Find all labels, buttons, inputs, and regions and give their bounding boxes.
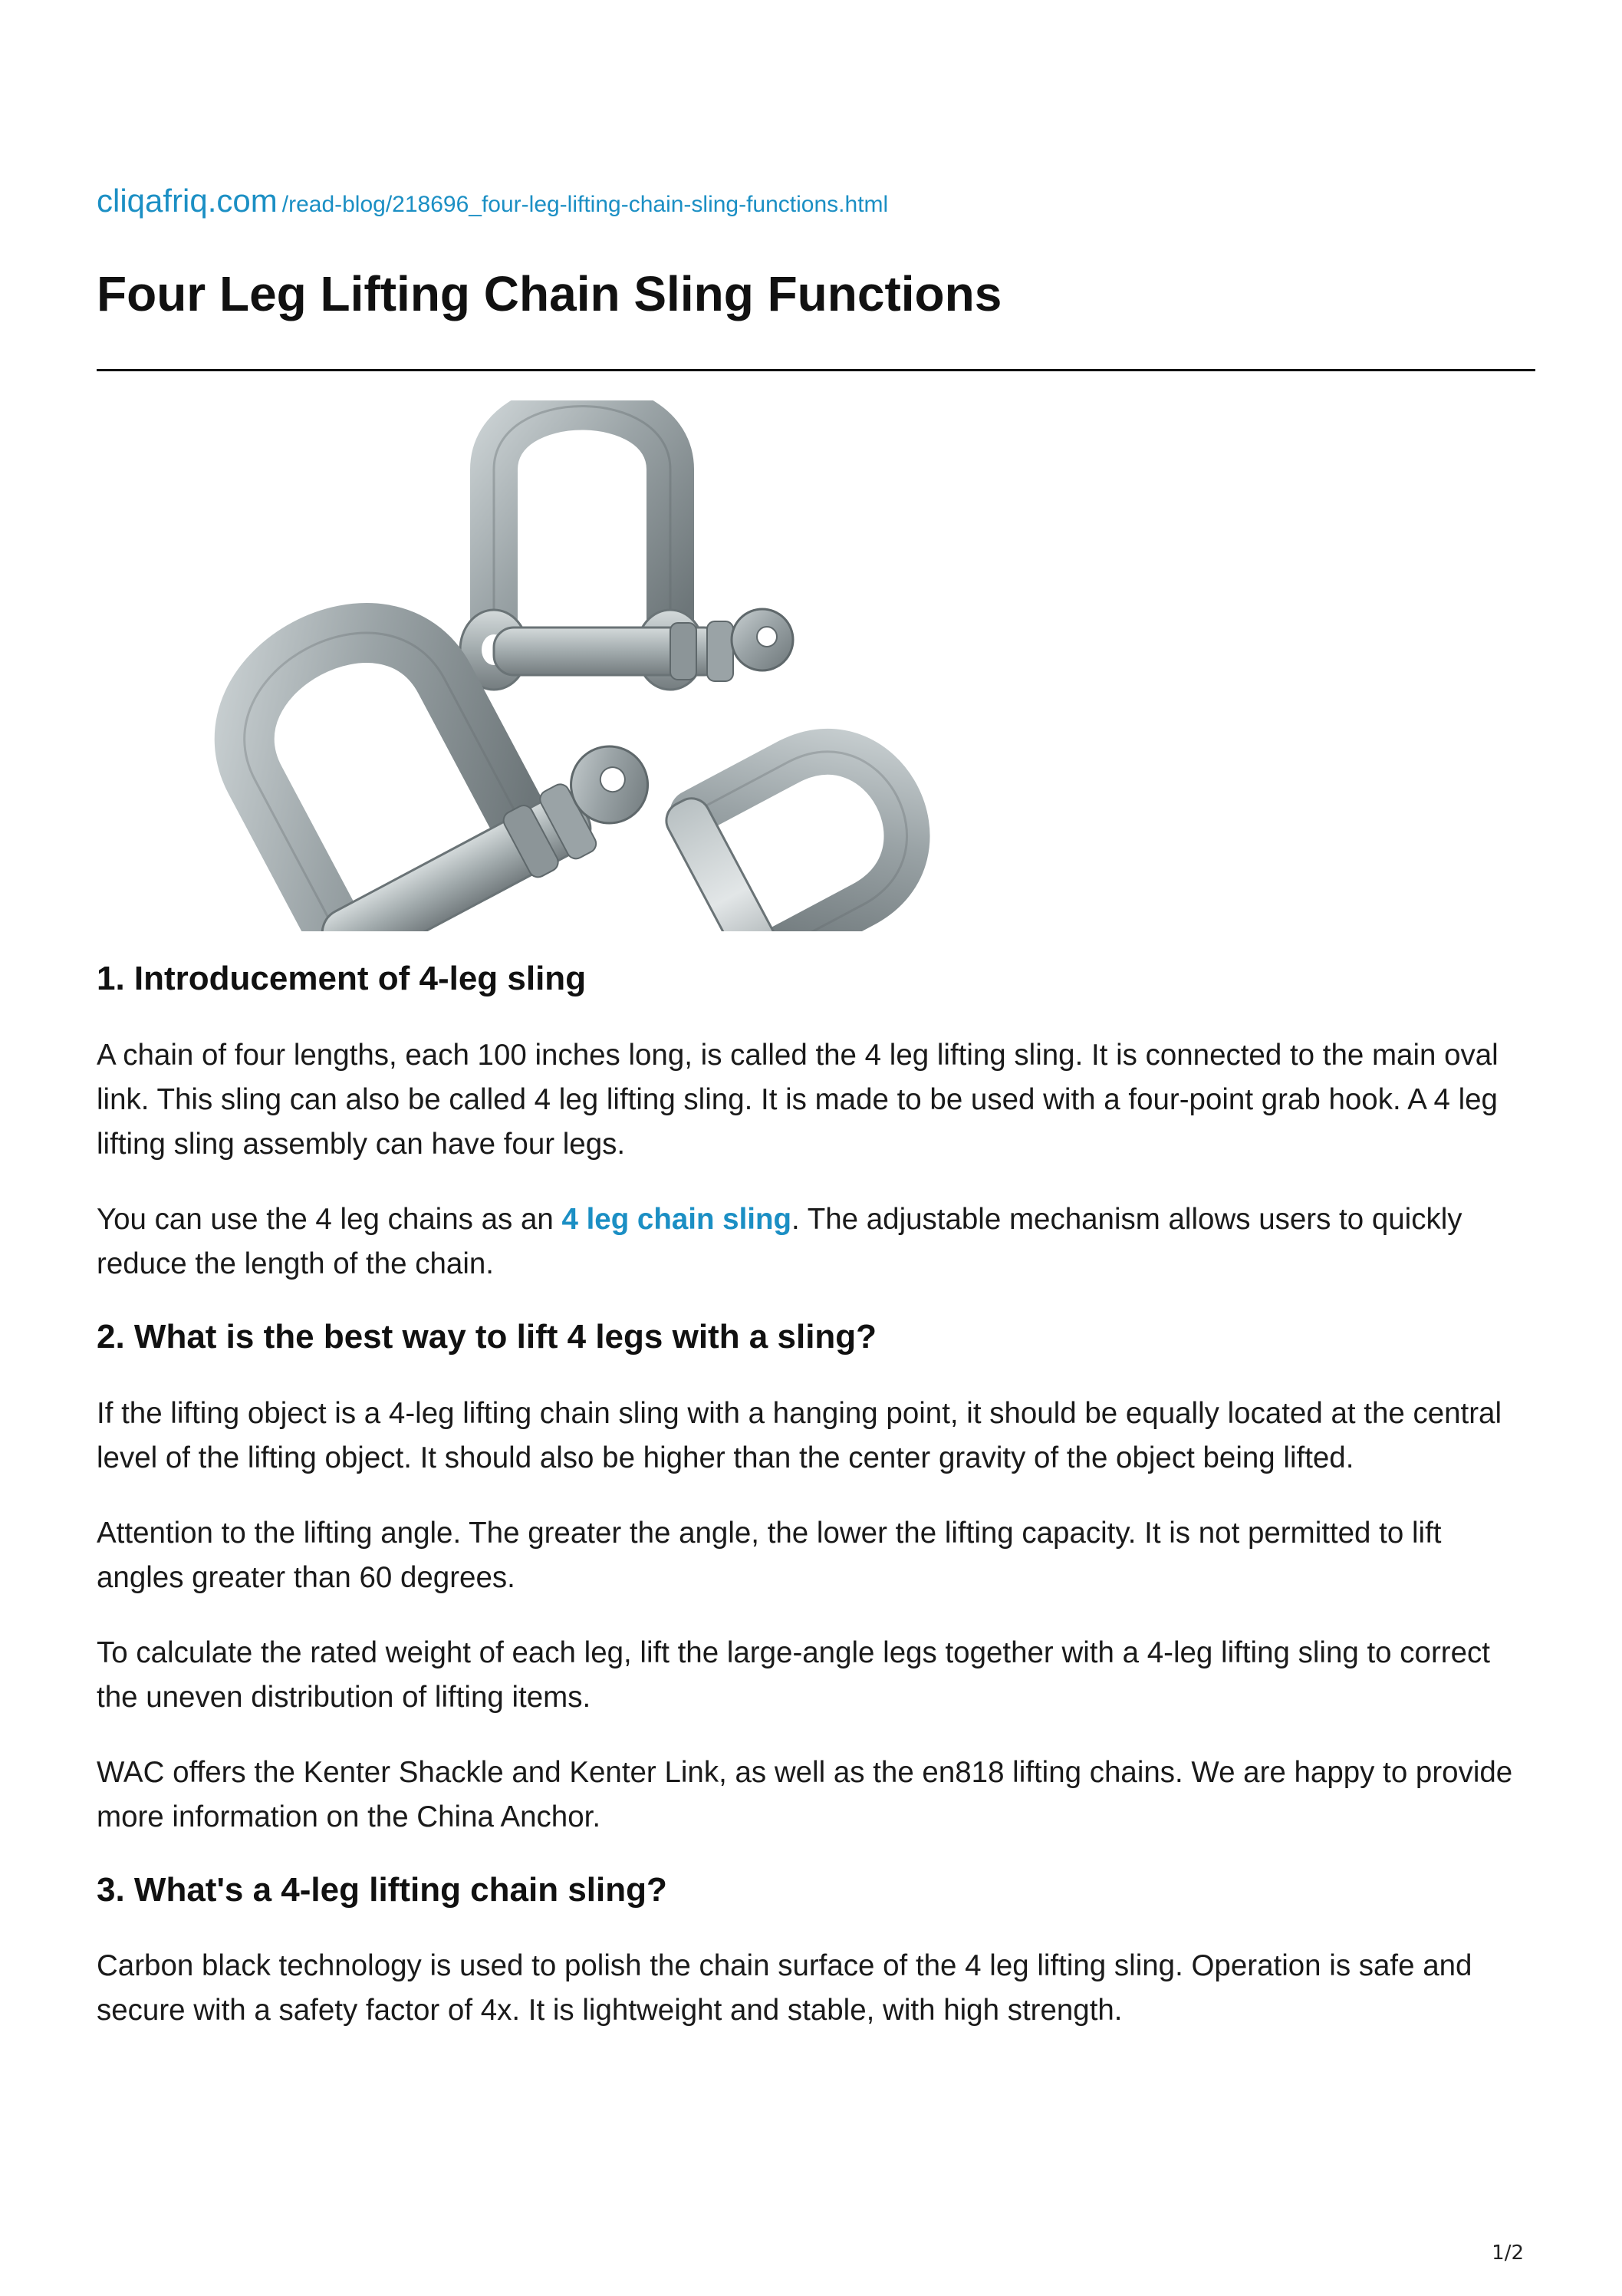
section-heading: 2. What is the best way to lift 4 legs with a sling? <box>97 1317 877 1356</box>
section-best-way <box>97 1317 1535 1840</box>
section-heading: 3. What's a 4-leg lifting chain sling? <box>97 1870 667 1909</box>
page-number: 1/2 <box>1492 2242 1524 2265</box>
paragraph: Attention to the lifting angle. The greater the angle, the lower the lifting capacity. It is not permitted to lift angles greater than 60 degrees. <box>97 1516 1442 1594</box>
link-paragraph-after: . The adjustable mechanism allows users to quickly reduce the length of the chain. <box>97 1202 1462 1280</box>
paragraph-with-link <box>97 1197 1535 1286</box>
title-divider <box>97 369 1535 371</box>
section-heading: 1. Introducement of 4-leg sling <box>97 960 587 997</box>
article-body <box>97 959 1535 2064</box>
paragraph: WAC offers the Kenter Shackle and Kenter Link, as well as the en818 lifting chains. We are happy to provide more information on the China Anchor. <box>97 1755 1513 1833</box>
source-url[interactable] <box>97 183 888 219</box>
shackle-right <box>660 711 976 931</box>
source-path[interactable]: /read-blog/218696_four-leg-lifting-chain-sling-functions.html <box>281 192 889 217</box>
paragraph: To calculate the rated weight of each leg, lift the large-angle legs together with a 4-leg lifting sling to correct the uneven distribution of lifting items. <box>97 1636 1490 1714</box>
paragraph: If the lifting object is a 4-leg lifting chain sling with a hanging point, it should be equally located at the central level of the lifting object. It should also be higher than the center gravity of the object being lifted. <box>97 1396 1502 1474</box>
section-introducement <box>97 959 1535 1286</box>
four-leg-chain-sling-link[interactable]: 4 leg chain sling <box>561 1202 792 1236</box>
section-what-is <box>97 1870 1535 2034</box>
source-domain[interactable]: cliqafriq.com <box>97 183 278 219</box>
page-title: Four Leg Lifting Chain Sling Functions <box>97 266 1002 321</box>
paragraph: A chain of four lengths, each 100 inches long, is called the 4 leg lifting sling. It is connected to the main oval link. This sling can also be called 4 leg lifting sling. It is made to be used with a four-point grab hook. A 4 leg lifting sling assembly can have four legs. <box>97 1038 1499 1161</box>
shackles-image <box>133 400 977 931</box>
paragraph: Carbon black technology is used to polish the chain surface of the 4 leg lifting sling. Operation is safe and secure with a safety factor of 4x. It is lightweight and stable, with high strength. <box>97 1949 1472 2028</box>
shackle-left <box>199 535 667 931</box>
shackle-top <box>460 407 793 690</box>
link-paragraph-before: You can use the 4 leg chains as an <box>97 1202 562 1236</box>
